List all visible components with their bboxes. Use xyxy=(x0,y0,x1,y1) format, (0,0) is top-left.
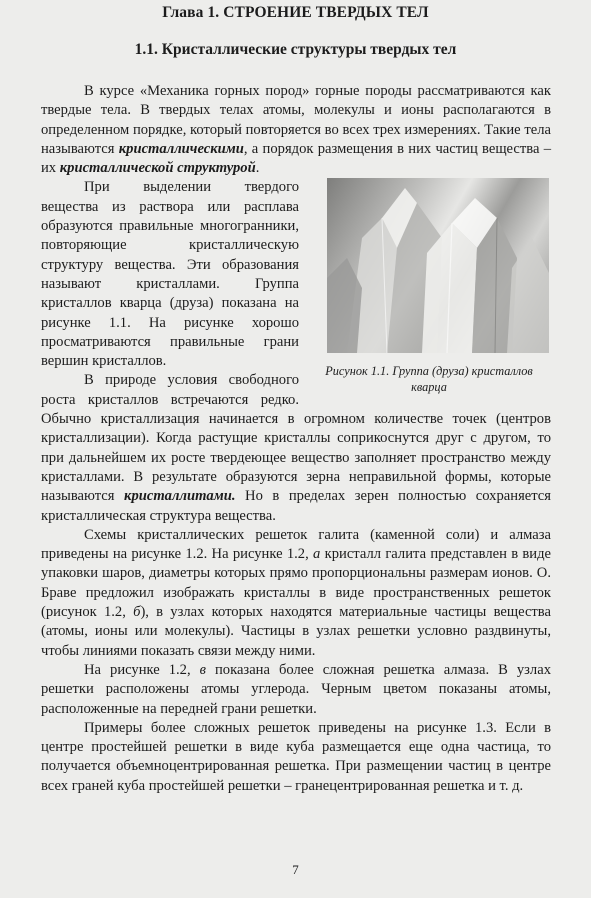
term-crystallites: кристаллитами. xyxy=(124,488,236,505)
figure-caption: Рисунок 1.1. Группа (друза) кристаллов кварца xyxy=(325,364,533,395)
section-title: 1.1. Кристаллические структуры твердых тел xyxy=(134,41,457,58)
paragraph-3: В природе условия свободного роста кристаллов встречаются редко. Обычно кристаллизация начинается в огромном количестве точек (центров кристаллизации). Когда растущие кристаллы соприкоснутся друг с другом, то при дальнейшем их росте твердеющее вещество заполняет пространство между кристаллами. В результате образуются зерна неправильной формы, которые называются кристаллитами. Но в пределах зерен полностью сохраняется кристаллическая структура вещества. xyxy=(41,372,552,524)
paragraph-4: Схемы кристаллических решеток галита (каменной соли) и алмаза приведены на рисунке 1.2. На рисунке 1.2, а кристалл галита представлен в виде упаковки шаров, диаметры которых прямо пропорциональны размерам ионов. О. Браве предложил изображать кристаллы в виде пространственных решеток (рисунок 1.2, б), в узлах которых находятся материальные частицы вещества (атомы, ионы или молекулы). Частицы в узлах решетки условно раздвинуты, чтобы линиями показать связи между ними. xyxy=(41,526,551,659)
term-crystalline: кристаллическими xyxy=(118,140,244,157)
page-number: 7 xyxy=(292,862,299,877)
quartz-druse-photo xyxy=(327,178,549,353)
figure-1-1 xyxy=(299,178,551,404)
term-crystal-structure: кристаллической структурой xyxy=(59,160,256,177)
paragraph-6: Примеры более сложных решеток приведены на рисунке 1.3. Если в центре простейшей решетки в виде куба размещается еще одна частица, то получается объемноцентрированная решетка. При размещении частиц в центре всех граней куба простейшей решетки – гранецентрированная решетка и т. д. xyxy=(41,719,551,794)
body-text xyxy=(41,82,551,796)
paragraph-5: На рисунке 1.2, в показана более сложная решетка алмаза. В узлах решетки расположены атомы углерода. Черным цветом показаны атомы, расположенные на передней грани решетки. xyxy=(41,661,551,717)
paragraph-2: При выделении твердого вещества из раствора или расплава образуются правильные многогранники, повторяющие кристаллическую структуру вещества. Эти образования называют кристаллами. Группа кристаллов кварца (друза) показана на рисунке 1.1. На рисунке хорошо просматриваются правильные грани вершин кристаллов. xyxy=(41,179,299,370)
paragraph-1: В курсе «Механика горных пород» горные породы рассматриваются как твердые тела. В твердых телах атомы, молекулы и ионы располагаются в определенном порядке, который повторяется во всех трех измерениях. Такие тела называются кристаллическими, а порядок размещения в них частиц вещества – их кристаллической структурой. xyxy=(41,83,551,177)
chapter-title: Глава 1. СТРОЕНИЕ ТВЕРДЫХ ТЕЛ xyxy=(162,4,429,21)
